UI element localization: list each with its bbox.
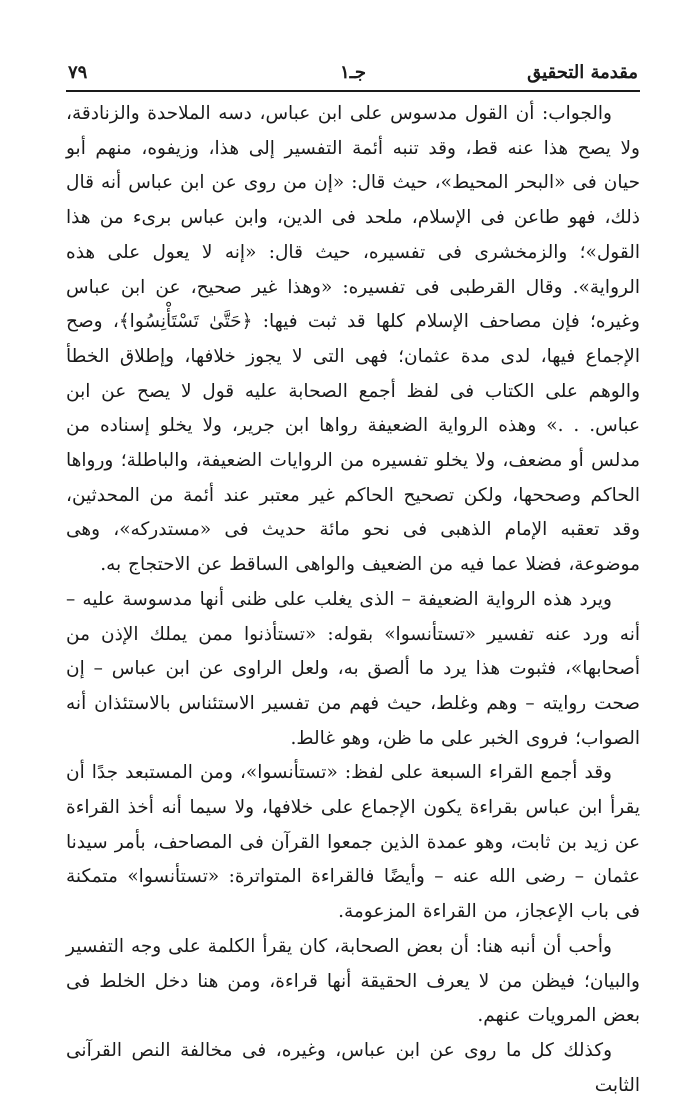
- page-header: [68, 55, 638, 89]
- header-rule: [66, 90, 640, 92]
- paragraph-answer: والجواب: أن القول مدسوس على ابن عباس، دسه الملاحدة والزنادقة، ولا يصح هذا عنه قط، وقد تنبه أئمة التفسير إلى هذا، وزيفوه، منهم أبو حيان فى «البحر المحيط»، حيث قال: «إن من روى عن ابن عباس أنه قال ذلك، فهو طاعن فى الإسلام، ملحد فى الدين، وابن عباس برىء من هذا القول»؛ والزمخشرى فى تفسيره، حيث قال: «إنه لا يعول على هذه الرواية». وقال القرطبى فى تفسيره: «وهذا غير صحيح، عن ابن عباس وغيره؛ فإن مصاحف الإسلام كلها قد ثبت فيها: ﴿حَتَّىٰ تَسْتَأْنِسُوا﴾، وصح الإجماع فيها، لدى مدة عثمان؛ فهى التى لا يجوز خلافها، وإطلاق الخطأ والوهم على الكتاب فى لفظ أجمع الصحابة عليه قول لا يصح عن ابن عباس. . .» وهذه الرواية الضعيفة رواها ابن جرير، ولا يخلو إسناده من مدلس أو مضعف، ولا يخلو تفسيره من الروايات الضعيفة، والباطلة؛ ورواها الحاكم وصححها، ولكن تصحيح الحاكم غير معتبر عند أئمة من المحدثين، وقد تعقبه الإمام الذهبى فى نحو مائة حديث فى «مستدركه»، وهى موضوعة، فضلا عما فيه من الضعيف والواهى الساقط عن الاحتجاج به.: [66, 103, 640, 576]
- page-number: ٧٩: [68, 61, 88, 83]
- paragraph-continuation: وكذلك كل ما روى عن ابن عباس، وغيره، فى مخالفة النص القرآنى الثابت: [66, 1039, 640, 1096]
- running-title: مقدمة التحقيق: [527, 61, 638, 83]
- volume-label: جـ١: [339, 61, 367, 83]
- paragraph-note: وأحب أن أنبه هنا: أن بعض الصحابة، كان يقرأ الكلمة على وجه التفسير والبيان؛ فيظن من لا يعرف الحقيقة أنها قراءة، ومن هنا دخل الخلط فى بعض المرويات عنهم.: [66, 935, 640, 1027]
- body-text: [66, 97, 640, 1103]
- paragraph-readers-consensus: وقد أجمع القراء السبعة على لفظ: «تستأنسوا»، ومن المستبعد جدًا أن يقرأ ابن عباس بقراءة يكون الإجماع على خلافها، ولا سيما أنه أخذ القراءة عن زيد بن ثابت، وهو عمدة الذين جمعوا القرآن فى المصاحف، بأمر سيدنا عثمان – رضى الله عنه – وأيضًا فالقراءة المتواترة: «تستأنسوا» متمكنة فى باب الإعجاز، من القراءة المزعومة.: [66, 762, 640, 923]
- paragraph-refutation: ويرد هذه الرواية الضعيفة – الذى يغلب على ظنى أنها مدسوسة عليه – أنه ورد عنه تفسير «تستأنسوا» بقوله: «تستأذنوا ممن يملك الإذن من أصحابها»، فثبوت هذا يرد ما ألصق به، ولعل الراوى عن ابن عباس – إن صحت روايته – وهم وغلط، حيث فهم من تفسير الاستئناس بالاستئذان أنه الصواب؛ فروى الخبر على ما ظن، وهو غالط.: [66, 588, 640, 749]
